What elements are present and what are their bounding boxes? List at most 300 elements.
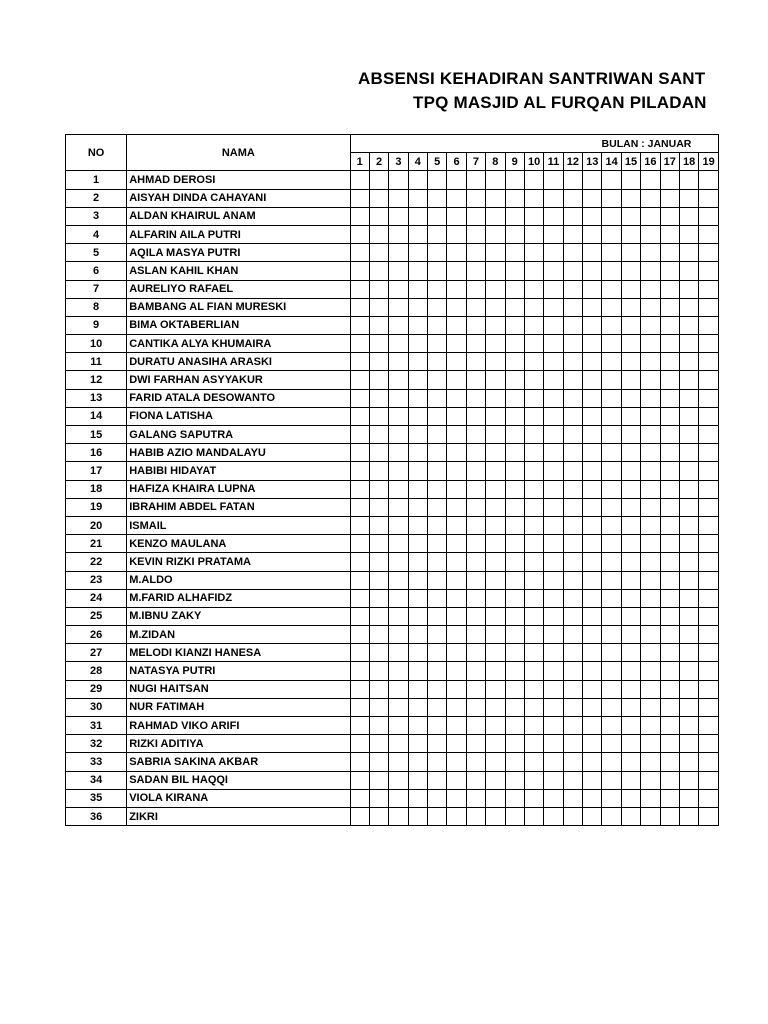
attendance-cell[interactable] [408,680,427,698]
attendance-cell[interactable] [447,207,466,225]
attendance-cell[interactable] [641,371,660,389]
attendance-cell[interactable] [660,353,679,371]
attendance-cell[interactable] [699,298,719,316]
attendance-cell[interactable] [466,644,485,662]
attendance-cell[interactable] [369,553,388,571]
attendance-cell[interactable] [583,207,602,225]
attendance-cell[interactable] [621,498,640,516]
attendance-cell[interactable] [679,771,698,789]
attendance-cell[interactable] [350,789,369,807]
attendance-cell[interactable] [466,389,485,407]
attendance-cell[interactable] [486,171,505,189]
attendance-cell[interactable] [524,389,543,407]
attendance-cell[interactable] [389,480,408,498]
attendance-cell[interactable] [544,298,563,316]
attendance-cell[interactable] [369,626,388,644]
attendance-cell[interactable] [447,353,466,371]
attendance-cell[interactable] [447,753,466,771]
attendance-cell[interactable] [369,335,388,353]
attendance-cell[interactable] [563,680,582,698]
attendance-cell[interactable] [583,335,602,353]
attendance-cell[interactable] [486,535,505,553]
attendance-cell[interactable] [408,516,427,534]
attendance-cell[interactable] [486,316,505,334]
attendance-cell[interactable] [544,171,563,189]
attendance-cell[interactable] [408,626,427,644]
attendance-cell[interactable] [505,316,524,334]
attendance-cell[interactable] [583,753,602,771]
attendance-cell[interactable] [447,626,466,644]
attendance-cell[interactable] [389,607,408,625]
attendance-cell[interactable] [369,535,388,553]
attendance-cell[interactable] [621,335,640,353]
attendance-cell[interactable] [505,407,524,425]
attendance-cell[interactable] [544,335,563,353]
attendance-cell[interactable] [428,225,447,243]
attendance-cell[interactable] [699,662,719,680]
attendance-cell[interactable] [350,207,369,225]
attendance-cell[interactable] [602,225,621,243]
attendance-cell[interactable] [699,189,719,207]
attendance-cell[interactable] [389,225,408,243]
attendance-cell[interactable] [447,171,466,189]
attendance-cell[interactable] [524,644,543,662]
attendance-cell[interactable] [486,717,505,735]
attendance-cell[interactable] [563,626,582,644]
attendance-cell[interactable] [369,353,388,371]
attendance-cell[interactable] [699,789,719,807]
attendance-cell[interactable] [679,480,698,498]
attendance-cell[interactable] [447,735,466,753]
attendance-cell[interactable] [408,262,427,280]
attendance-cell[interactable] [641,262,660,280]
attendance-cell[interactable] [505,735,524,753]
attendance-cell[interactable] [679,571,698,589]
attendance-cell[interactable] [641,571,660,589]
attendance-cell[interactable] [389,753,408,771]
attendance-cell[interactable] [544,389,563,407]
attendance-cell[interactable] [408,316,427,334]
attendance-cell[interactable] [466,262,485,280]
attendance-cell[interactable] [641,680,660,698]
attendance-cell[interactable] [505,789,524,807]
attendance-cell[interactable] [563,316,582,334]
attendance-cell[interactable] [602,807,621,825]
attendance-cell[interactable] [486,426,505,444]
attendance-cell[interactable] [641,353,660,371]
attendance-cell[interactable] [350,225,369,243]
attendance-cell[interactable] [389,644,408,662]
attendance-cell[interactable] [602,335,621,353]
attendance-cell[interactable] [466,407,485,425]
attendance-cell[interactable] [408,462,427,480]
attendance-cell[interactable] [544,644,563,662]
attendance-cell[interactable] [621,717,640,735]
attendance-cell[interactable] [544,207,563,225]
attendance-cell[interactable] [621,516,640,534]
attendance-cell[interactable] [679,389,698,407]
attendance-cell[interactable] [369,407,388,425]
attendance-cell[interactable] [408,371,427,389]
attendance-cell[interactable] [621,353,640,371]
attendance-cell[interactable] [447,407,466,425]
attendance-cell[interactable] [389,280,408,298]
attendance-cell[interactable] [699,444,719,462]
attendance-cell[interactable] [428,244,447,262]
attendance-cell[interactable] [641,644,660,662]
attendance-cell[interactable] [679,753,698,771]
attendance-cell[interactable] [369,589,388,607]
attendance-cell[interactable] [466,225,485,243]
attendance-cell[interactable] [641,171,660,189]
attendance-cell[interactable] [641,335,660,353]
attendance-cell[interactable] [486,553,505,571]
attendance-cell[interactable] [466,789,485,807]
attendance-cell[interactable] [563,789,582,807]
attendance-cell[interactable] [563,335,582,353]
attendance-cell[interactable] [369,516,388,534]
attendance-cell[interactable] [466,189,485,207]
attendance-cell[interactable] [369,225,388,243]
attendance-cell[interactable] [389,589,408,607]
attendance-cell[interactable] [524,426,543,444]
attendance-cell[interactable] [583,789,602,807]
attendance-cell[interactable] [679,607,698,625]
attendance-cell[interactable] [486,589,505,607]
attendance-cell[interactable] [350,371,369,389]
attendance-cell[interactable] [408,171,427,189]
attendance-cell[interactable] [699,244,719,262]
attendance-cell[interactable] [505,516,524,534]
attendance-cell[interactable] [699,316,719,334]
attendance-cell[interactable] [389,462,408,480]
attendance-cell[interactable] [602,353,621,371]
attendance-cell[interactable] [583,389,602,407]
attendance-cell[interactable] [641,516,660,534]
attendance-cell[interactable] [486,753,505,771]
attendance-cell[interactable] [505,626,524,644]
attendance-cell[interactable] [486,662,505,680]
attendance-cell[interactable] [660,626,679,644]
attendance-cell[interactable] [350,753,369,771]
attendance-cell[interactable] [466,680,485,698]
attendance-cell[interactable] [486,244,505,262]
attendance-cell[interactable] [505,207,524,225]
attendance-cell[interactable] [641,553,660,571]
attendance-cell[interactable] [447,571,466,589]
attendance-cell[interactable] [505,298,524,316]
attendance-cell[interactable] [350,171,369,189]
attendance-cell[interactable] [486,462,505,480]
attendance-cell[interactable] [505,371,524,389]
attendance-cell[interactable] [428,535,447,553]
attendance-cell[interactable] [369,189,388,207]
attendance-cell[interactable] [350,698,369,716]
attendance-cell[interactable] [660,444,679,462]
attendance-cell[interactable] [486,807,505,825]
attendance-cell[interactable] [350,680,369,698]
attendance-cell[interactable] [544,771,563,789]
attendance-cell[interactable] [466,498,485,516]
attendance-cell[interactable] [389,698,408,716]
attendance-cell[interactable] [428,698,447,716]
attendance-cell[interactable] [350,389,369,407]
attendance-cell[interactable] [621,771,640,789]
attendance-cell[interactable] [505,607,524,625]
attendance-cell[interactable] [524,407,543,425]
attendance-cell[interactable] [602,735,621,753]
attendance-cell[interactable] [544,807,563,825]
attendance-cell[interactable] [563,280,582,298]
attendance-cell[interactable] [679,444,698,462]
attendance-cell[interactable] [679,698,698,716]
attendance-cell[interactable] [544,571,563,589]
attendance-cell[interactable] [466,753,485,771]
attendance-cell[interactable] [544,698,563,716]
attendance-cell[interactable] [699,371,719,389]
attendance-cell[interactable] [679,735,698,753]
attendance-cell[interactable] [466,626,485,644]
attendance-cell[interactable] [389,680,408,698]
attendance-cell[interactable] [583,462,602,480]
attendance-cell[interactable] [544,426,563,444]
attendance-cell[interactable] [505,189,524,207]
attendance-cell[interactable] [544,680,563,698]
attendance-cell[interactable] [486,407,505,425]
attendance-cell[interactable] [350,298,369,316]
attendance-cell[interactable] [524,771,543,789]
attendance-cell[interactable] [350,444,369,462]
attendance-cell[interactable] [563,735,582,753]
attendance-cell[interactable] [408,407,427,425]
attendance-cell[interactable] [583,553,602,571]
attendance-cell[interactable] [486,735,505,753]
attendance-cell[interactable] [524,589,543,607]
attendance-cell[interactable] [679,553,698,571]
attendance-cell[interactable] [389,316,408,334]
attendance-cell[interactable] [389,771,408,789]
attendance-cell[interactable] [641,407,660,425]
attendance-cell[interactable] [486,626,505,644]
attendance-cell[interactable] [583,225,602,243]
attendance-cell[interactable] [466,298,485,316]
attendance-cell[interactable] [408,698,427,716]
attendance-cell[interactable] [679,644,698,662]
attendance-cell[interactable] [660,189,679,207]
attendance-cell[interactable] [699,262,719,280]
attendance-cell[interactable] [563,698,582,716]
attendance-cell[interactable] [486,371,505,389]
attendance-cell[interactable] [583,171,602,189]
attendance-cell[interactable] [505,498,524,516]
attendance-cell[interactable] [602,316,621,334]
attendance-cell[interactable] [389,353,408,371]
attendance-cell[interactable] [563,244,582,262]
attendance-cell[interactable] [369,171,388,189]
attendance-cell[interactable] [660,589,679,607]
attendance-cell[interactable] [602,298,621,316]
attendance-cell[interactable] [583,516,602,534]
attendance-cell[interactable] [660,262,679,280]
attendance-cell[interactable] [486,516,505,534]
attendance-cell[interactable] [563,426,582,444]
attendance-cell[interactable] [699,516,719,534]
attendance-cell[interactable] [583,407,602,425]
attendance-cell[interactable] [621,680,640,698]
attendance-cell[interactable] [428,444,447,462]
attendance-cell[interactable] [660,571,679,589]
attendance-cell[interactable] [660,717,679,735]
attendance-cell[interactable] [641,807,660,825]
attendance-cell[interactable] [524,262,543,280]
attendance-cell[interactable] [544,735,563,753]
attendance-cell[interactable] [621,662,640,680]
attendance-cell[interactable] [660,389,679,407]
attendance-cell[interactable] [563,644,582,662]
attendance-cell[interactable] [447,553,466,571]
attendance-cell[interactable] [524,462,543,480]
attendance-cell[interactable] [602,262,621,280]
attendance-cell[interactable] [660,698,679,716]
attendance-cell[interactable] [621,280,640,298]
attendance-cell[interactable] [621,316,640,334]
attendance-cell[interactable] [408,753,427,771]
attendance-cell[interactable] [408,662,427,680]
attendance-cell[interactable] [486,789,505,807]
attendance-cell[interactable] [447,807,466,825]
attendance-cell[interactable] [505,171,524,189]
attendance-cell[interactable] [641,698,660,716]
attendance-cell[interactable] [350,426,369,444]
attendance-cell[interactable] [447,662,466,680]
attendance-cell[interactable] [583,807,602,825]
attendance-cell[interactable] [563,807,582,825]
attendance-cell[interactable] [524,553,543,571]
attendance-cell[interactable] [447,771,466,789]
attendance-cell[interactable] [466,553,485,571]
attendance-cell[interactable] [544,662,563,680]
attendance-cell[interactable] [583,353,602,371]
attendance-cell[interactable] [389,498,408,516]
attendance-cell[interactable] [699,571,719,589]
attendance-cell[interactable] [350,571,369,589]
attendance-cell[interactable] [428,516,447,534]
attendance-cell[interactable] [466,717,485,735]
attendance-cell[interactable] [699,680,719,698]
attendance-cell[interactable] [505,353,524,371]
attendance-cell[interactable] [621,535,640,553]
attendance-cell[interactable] [466,444,485,462]
attendance-cell[interactable] [641,444,660,462]
attendance-cell[interactable] [641,225,660,243]
attendance-cell[interactable] [660,771,679,789]
attendance-cell[interactable] [428,589,447,607]
attendance-cell[interactable] [544,480,563,498]
attendance-cell[interactable] [408,225,427,243]
attendance-cell[interactable] [369,571,388,589]
attendance-cell[interactable] [602,644,621,662]
attendance-cell[interactable] [369,498,388,516]
attendance-cell[interactable] [524,680,543,698]
attendance-cell[interactable] [466,607,485,625]
attendance-cell[interactable] [524,207,543,225]
attendance-cell[interactable] [389,662,408,680]
attendance-cell[interactable] [621,444,640,462]
attendance-cell[interactable] [641,480,660,498]
attendance-cell[interactable] [583,571,602,589]
attendance-cell[interactable] [563,480,582,498]
attendance-cell[interactable] [660,407,679,425]
attendance-cell[interactable] [679,789,698,807]
attendance-cell[interactable] [389,335,408,353]
attendance-cell[interactable] [428,171,447,189]
attendance-cell[interactable] [563,407,582,425]
attendance-cell[interactable] [428,407,447,425]
attendance-cell[interactable] [583,607,602,625]
attendance-cell[interactable] [350,553,369,571]
attendance-cell[interactable] [602,717,621,735]
attendance-cell[interactable] [544,371,563,389]
attendance-cell[interactable] [602,771,621,789]
attendance-cell[interactable] [583,589,602,607]
attendance-cell[interactable] [505,807,524,825]
attendance-cell[interactable] [524,735,543,753]
attendance-cell[interactable] [641,717,660,735]
attendance-cell[interactable] [660,335,679,353]
attendance-cell[interactable] [524,698,543,716]
attendance-cell[interactable] [544,498,563,516]
attendance-cell[interactable] [563,444,582,462]
attendance-cell[interactable] [660,498,679,516]
attendance-cell[interactable] [486,262,505,280]
attendance-cell[interactable] [621,389,640,407]
attendance-cell[interactable] [447,607,466,625]
attendance-cell[interactable] [389,244,408,262]
attendance-cell[interactable] [583,644,602,662]
attendance-cell[interactable] [428,335,447,353]
attendance-cell[interactable] [524,753,543,771]
attendance-cell[interactable] [466,207,485,225]
attendance-cell[interactable] [447,717,466,735]
attendance-cell[interactable] [428,389,447,407]
attendance-cell[interactable] [621,426,640,444]
attendance-cell[interactable] [563,207,582,225]
attendance-cell[interactable] [447,225,466,243]
attendance-cell[interactable] [641,535,660,553]
attendance-cell[interactable] [602,516,621,534]
attendance-cell[interactable] [679,680,698,698]
attendance-cell[interactable] [408,589,427,607]
attendance-cell[interactable] [524,225,543,243]
attendance-cell[interactable] [524,244,543,262]
attendance-cell[interactable] [369,662,388,680]
attendance-cell[interactable] [563,262,582,280]
attendance-cell[interactable] [699,753,719,771]
attendance-cell[interactable] [486,207,505,225]
attendance-cell[interactable] [428,789,447,807]
attendance-cell[interactable] [486,498,505,516]
attendance-cell[interactable] [505,553,524,571]
attendance-cell[interactable] [447,244,466,262]
attendance-cell[interactable] [486,389,505,407]
attendance-cell[interactable] [350,516,369,534]
attendance-cell[interactable] [447,535,466,553]
attendance-cell[interactable] [524,444,543,462]
attendance-cell[interactable] [350,717,369,735]
attendance-cell[interactable] [641,753,660,771]
attendance-cell[interactable] [699,644,719,662]
attendance-cell[interactable] [408,389,427,407]
